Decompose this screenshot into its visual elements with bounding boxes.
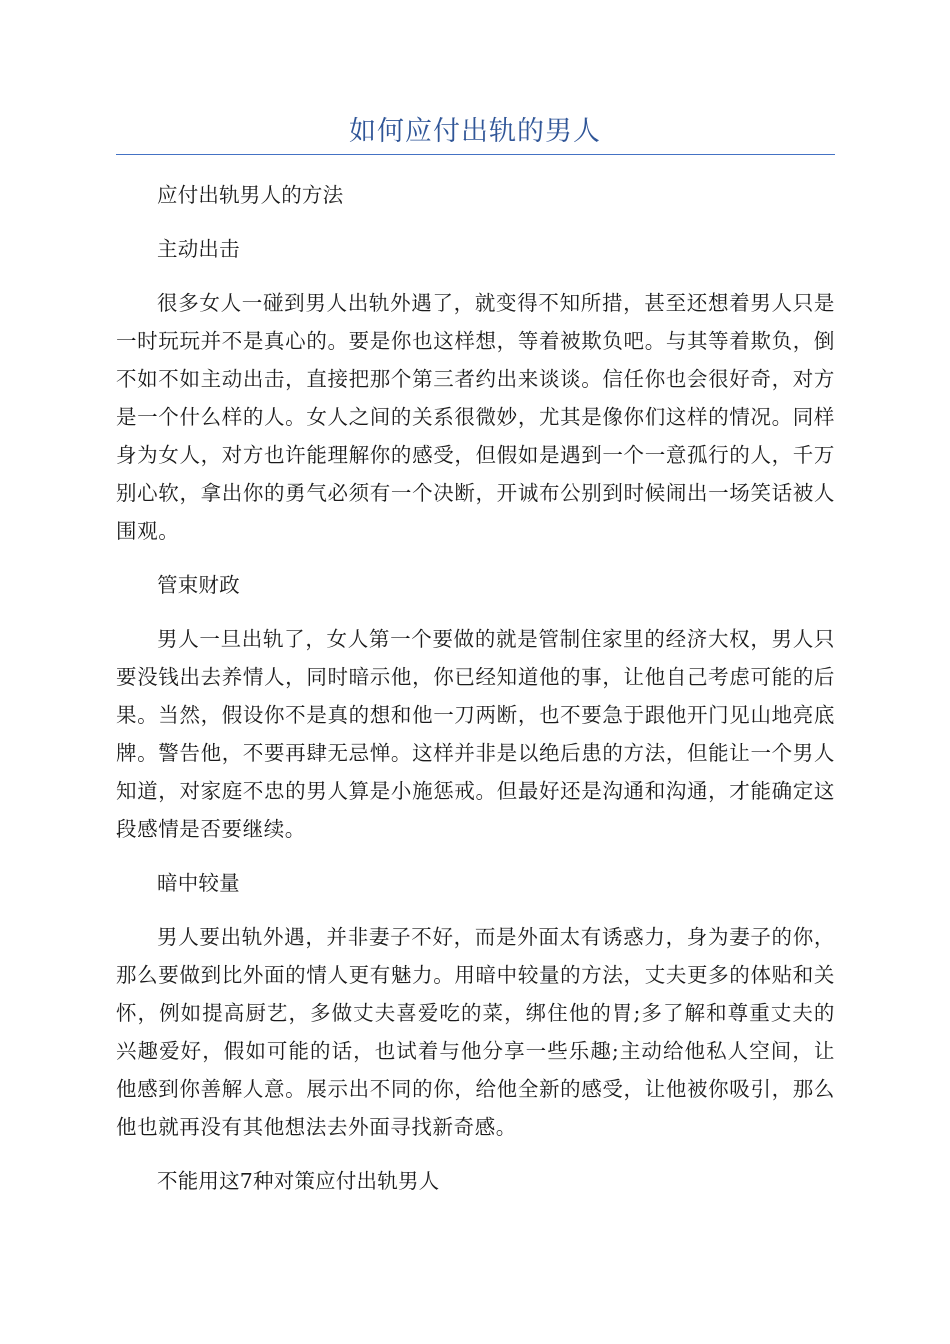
document-title: 如何应付出轨的男人 <box>349 116 601 147</box>
document-body <box>116 176 835 1216</box>
paragraph-secret-competition: 男人要出轨外遇，并非妻子不好，而是外面太有诱惑力，身为妻子的你，那么要做到比外面的情人更有魅力。用暗中较量的方法，丈夫更多的体贴和关怀，例如提高厨艺，多做丈夫喜爱吃的菜，绑住他的胃;多了解和尊重丈夫的兴趣爱好，假如可能的话，也试着与他分享一些乐趣;主动给他私人空间，让他感到你善解人意。展示出不同的你，给他全新的感受，让他被你吸引，那么他也就再没有其他想法去外面寻找新奇感。 <box>116 925 835 1139</box>
paragraph-take-initiative: 很多女人一碰到男人出轨外遇了，就变得不知所措，甚至还想着男人只是一时玩玩并不是真心的。要是你也这样想，等着被欺负吧。与其等着欺负，倒不如不如主动出击，直接把那个第三者约出来谈谈。信任你也会很好奇，对方是一个什么样的人。女人之间的关系很微妙，尤其是像你们这样的情况。同样身为女人，对方也许能理解你的感受，但假如是遇到一个一意孤行的人，千万别心软，拿出你的勇气必须有一个决断，开诚布公别到时候闹出一场笑话被人围观。 <box>116 291 835 543</box>
title-underline <box>116 154 835 155</box>
section-heading-control-finances: 管束财政 <box>157 573 240 597</box>
paragraph-control-finances: 男人一旦出轨了，女人第一个要做的就是管制住家里的经济大权，男人只要没钱出去养情人，同时暗示他，你已经知道他的事，让他自己考虑可能的后果。当然，假设你不是真的想和他一刀两断，也不要急于跟他开门见山地亮底牌。警告他，不要再肆无忌惮。这样并非是以绝后患的方法，但能让一个男人知道，对家庭不忠的男人算是小施惩戒。但最好还是沟通和沟通，才能确定这段感情是否要继续。 <box>116 627 835 841</box>
section-heading-seven-mistakes: 不能用这7种对策应付出轨男人 <box>157 1169 440 1193</box>
section-heading-take-initiative: 主动出击 <box>157 237 240 261</box>
section-heading-methods: 应付出轨男人的方法 <box>157 183 344 207</box>
section-heading-secret-competition: 暗中较量 <box>157 871 240 895</box>
